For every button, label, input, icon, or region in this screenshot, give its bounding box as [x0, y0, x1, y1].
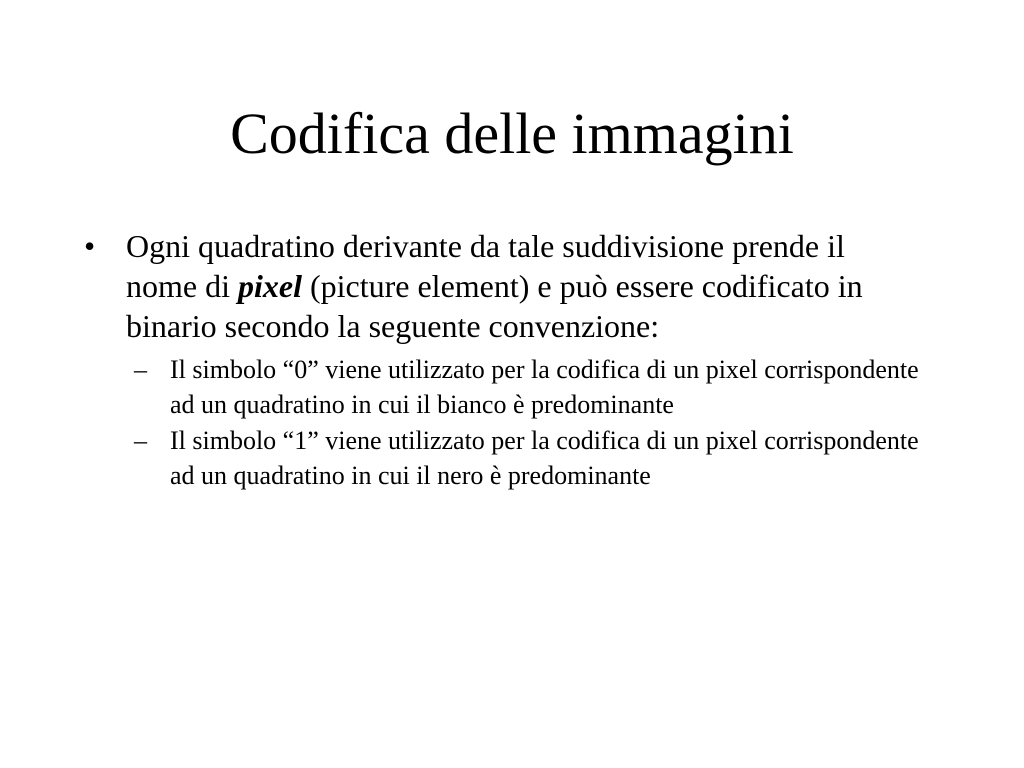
sub-bullet-text: Il simbolo “0” viene utilizzato per la codifica di un pixel corrispondente ad un quadratino in cui il bianco è predominante: [170, 355, 919, 419]
sub-bullet-marker: –: [134, 355, 147, 384]
slide-body: [84, 226, 964, 494]
bullet-item: [84, 226, 964, 346]
bullet-text-before: Ogni quadratino derivante da tale suddivisione prende il nome di: [126, 228, 845, 304]
sub-bullet-text: Il simbolo “1” viene utilizzato per la codifica di un pixel corrispondente ad un quadratino in cui il nero è predominante: [170, 426, 919, 490]
sub-bullet-item: [134, 352, 964, 422]
bullet-emphasis-pixel: pixel: [237, 268, 302, 304]
sub-bullet-item: [134, 423, 964, 493]
bullet-marker: •: [84, 228, 96, 264]
bullet-text-after: (picture element) e può essere codificato in binario secondo la seguente convenzione:: [126, 268, 863, 344]
slide-title: Codifica delle immagini: [230, 101, 794, 166]
sub-bullet-marker: –: [134, 426, 147, 455]
sub-bullet-list: [134, 352, 964, 493]
bullet-text: [126, 226, 916, 346]
